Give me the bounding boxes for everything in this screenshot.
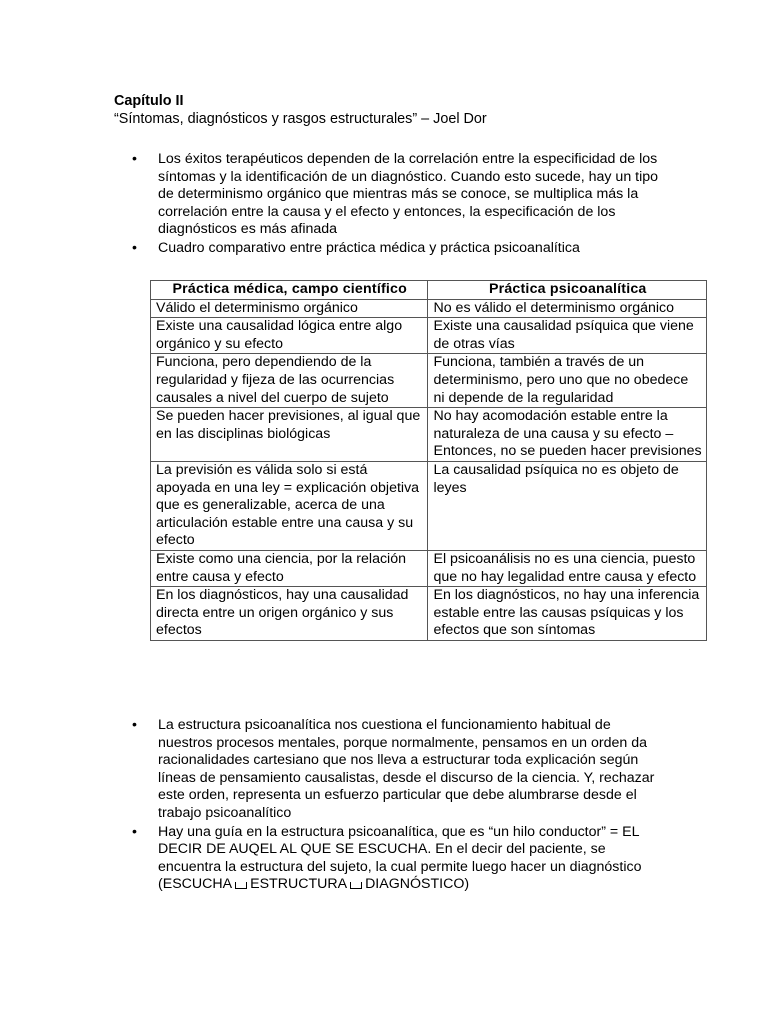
table-row	[151, 461, 707, 550]
table-cell: En los diagnósticos, hay una causalidad directa entre un origen orgánico y sus efectos	[151, 587, 428, 641]
list-item	[0, 151, 768, 239]
bullet-icon: •	[132, 717, 137, 733]
table-cell: La previsión es válida solo si está apoyada en una ley = explicación objetiva que es generalizable, acerca de una articulación estable entre una causa y su efecto	[151, 461, 428, 550]
bullet-text	[158, 824, 641, 893]
bullet-text: Los éxitos terapéuticos dependen de la correlación entre la especificidad de los síntomas y la identificación de un diagnóstico. Cuando esto sucede, hay un tipo de determinismo orgánico que mientras más se conoce, se multiplica más la correlación entre la causa y el efecto y entonces, la especificación de los diagnósticos es más afinada	[158, 151, 659, 238]
table-cell: Existe una causalidad psíquica que viene de otras vías	[428, 318, 707, 354]
bullet-text: La estructura psicoanalítica nos cuestiona el funcionamiento habitual de nuestros procesos mentales, porque normalmente, pensamos en un orden da racionalidades cartesiano que nos lleva a estructurar toda explicación según líneas de pensamiento causalistas, desde el discurso de la ciencia. Y, rechazar este orden, representa un esfuerzo particular que debe alumbrarse desde el trabajo psicoanalítico	[158, 717, 655, 821]
table-cell: Existe una causalidad lógica entre algo orgánico y su efecto	[151, 318, 428, 354]
table-row	[151, 550, 707, 586]
table-row	[151, 354, 707, 408]
closing-bullet-list	[0, 717, 768, 895]
table-cell: No es válido el determinismo orgánico	[428, 299, 707, 318]
table-row	[151, 587, 707, 641]
table-header-row	[151, 281, 707, 300]
intro-bullet-list	[0, 151, 768, 259]
chapter-subtitle: “Síntomas, diagnósticos y rasgos estructurales” – Joel Dor	[114, 111, 487, 127]
table-cell: Funciona, también a través de un determinismo, pero uno que no obedece ni depende de la regularidad	[428, 354, 707, 408]
table-cell: Se pueden hacer previsiones, al igual que en las disciplinas biológicas	[151, 408, 428, 462]
arrow-icon	[235, 882, 247, 889]
table-cell: Funciona, pero dependiendo de la regularidad y fijeza de las ocurrencias causales a nivel del cuerpo de sujeto	[151, 354, 428, 408]
comparison-table	[150, 280, 707, 641]
list-item	[0, 824, 768, 894]
chapter-title: Capítulo II	[114, 93, 184, 109]
table-cell: Válido el determinismo orgánico	[151, 299, 428, 318]
column-header-medical: Práctica médica, campo científico	[151, 281, 428, 300]
column-header-psychoanalytic: Práctica psicoanalítica	[428, 281, 707, 300]
list-item	[0, 717, 768, 823]
table-cell: La causalidad psíquica no es objeto de leyes	[428, 461, 707, 550]
table-cell: El psicoanálisis no es una ciencia, puesto que no hay legalidad entre causa y efecto	[428, 550, 707, 586]
bullet-text-mid: ESTRUCTURA	[250, 876, 348, 893]
table-row	[151, 318, 707, 354]
table-cell: En los diagnósticos, no hay una inferencia estable entre las causas psíquicas y los efectos que son síntomas	[428, 587, 707, 641]
table-cell: Existe como una ciencia, por la relación entre causa y efecto	[151, 550, 428, 586]
bullet-text-lead: Hay una guía en la estructura psicoanalítica, que es “un hilo conductor” = EL DECIR DE AUQEL AL QUE SE ESCUCHA. En el decir del paciente, se encuentra la estructura del sujeto, la cual permite luego hacer un diagnóstico (ESCUCHA	[158, 823, 642, 893]
table-row	[151, 408, 707, 462]
bullet-text: Cuadro comparativo entre práctica médica y práctica psicoanalítica	[158, 239, 580, 256]
list-item	[0, 240, 768, 258]
arrow-icon	[350, 882, 362, 889]
bullet-icon: •	[132, 151, 137, 167]
bullet-icon: •	[132, 823, 137, 840]
bullet-icon: •	[132, 239, 137, 256]
table-row	[151, 299, 707, 318]
table-cell: No hay acomodación estable entre la naturaleza de una causa y su efecto – Entonces, no se pueden hacer previsiones	[428, 408, 707, 462]
bullet-text-end: DIAGNÓSTICO)	[365, 876, 470, 893]
